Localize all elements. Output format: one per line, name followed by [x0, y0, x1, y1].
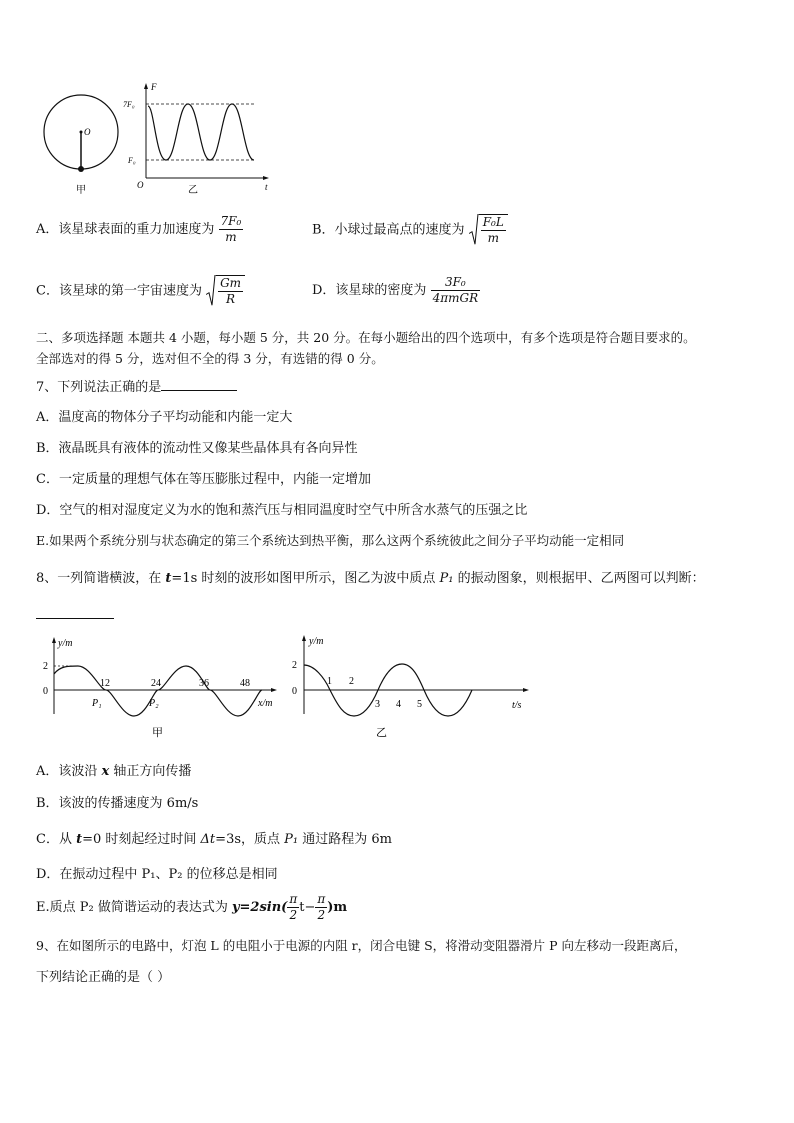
y-tick-2: 2 [43, 661, 48, 672]
q8-option-c-dt: Δt [200, 832, 216, 847]
y-axis-arrow [52, 637, 56, 643]
q8-option-c-text: =0 时刻起经过时间 [82, 832, 201, 847]
q8-option-e-formula: )m [327, 900, 348, 915]
x-axis-arrow [271, 688, 277, 692]
fraction-numerator: F₀L [482, 215, 504, 229]
fraction-numerator: π [317, 892, 326, 906]
q7-stem-text: 7、下列说法正确的是 [36, 380, 162, 395]
t-tick-2: 2 [349, 676, 354, 687]
f-axis-label: F [151, 82, 157, 92]
fraction-numerator: 7F₀ [220, 214, 242, 228]
t-label: t/s [512, 700, 522, 711]
sqrt-sign [206, 275, 245, 307]
t-tick-3: 3 [375, 699, 380, 710]
q8-option-e [36, 892, 347, 923]
origin-label: O [137, 180, 144, 190]
fraction-denominator: 4πmGR [432, 291, 479, 305]
sqrt-sign [469, 214, 508, 246]
q7-option-a: A．温度高的物体分子平均动能和内能一定大 [36, 410, 293, 425]
fraction-denominator: m [487, 231, 499, 245]
y-label: y/m [309, 636, 324, 647]
q6-option-c-fraction [218, 276, 243, 307]
fraction-numerator: 3F₀ [431, 275, 481, 291]
fraction-pi-over-2 [287, 892, 299, 923]
t-axis-arrow [263, 176, 269, 180]
zero-label: 0 [292, 686, 297, 697]
caption-jia: 甲 [76, 185, 86, 196]
q6-option-a-fraction [219, 214, 244, 245]
t-tick-5: 5 [417, 699, 422, 710]
q6-option-d [312, 275, 480, 306]
q8-stem-part: =1s 时刻的波形如图甲所示，图乙为波中质点 [171, 571, 440, 586]
caption-jia: 甲 [152, 727, 163, 739]
section-2-header-line2: 全部选对的得 5 分，选对但不全的得 3 分，有选错的得 0 分。 [36, 351, 384, 366]
q8-stem-p1: P₁ [439, 571, 454, 586]
q8-stem-part: 8、一列简谐横波，在 [36, 571, 166, 586]
q8-option-a-x: x [101, 764, 110, 779]
q6-option-c-text: C．该星球的第一宇宙速度为 [36, 283, 202, 299]
center-label: O [84, 127, 91, 137]
t-tick-1: 1 [327, 676, 332, 687]
q8-option-a-text: 轴正方向传播 [109, 764, 192, 779]
q9-stem-line1: 9、在如图所示的电路中，灯泡 L 的电阻小于电源的内阻 r，闭合电键 S，将滑动变阻器滑片 P 向左移动一段距离后， [36, 938, 687, 953]
q8-stem-part: 的振动图象，则根据甲、乙两图可以判断： [453, 571, 705, 586]
q8-option-c-text: =3s，质点 [215, 832, 285, 847]
q8-option-c [36, 828, 392, 847]
q7-option-b: B．液晶既具有液体的流动性又像某些晶体具有各向异性 [36, 441, 358, 456]
y-tick-2: 2 [292, 660, 297, 671]
fraction-numerator: π [289, 892, 298, 906]
q7-option-c: C．一定质量的理想气体在等压膨胀过程中，内能一定增加 [36, 472, 371, 487]
figure-circle-force [36, 80, 286, 200]
q8-option-d: D．在振动过程中 P₁、P₂ 的位移总是相同 [36, 867, 278, 882]
q8-option-a-text: A．该波沿 [36, 764, 102, 779]
answer-blank [36, 618, 114, 619]
y-axis-arrow [302, 635, 306, 641]
t-axis-label: t [265, 182, 268, 192]
fraction-pi-over-2 [315, 892, 327, 923]
fraction-denominator: 2 [289, 908, 298, 922]
q6-option-a [36, 214, 243, 245]
q6-option-b [312, 214, 508, 246]
x-tick-24: 24 [151, 678, 161, 689]
f-axis-arrow [144, 83, 148, 89]
q6-option-a-text: A．该星球表面的重力加速度为 [36, 222, 215, 237]
q6-option-c [36, 275, 245, 307]
q8-option-c-text: 通过路程为 6m [298, 832, 392, 847]
q7-option-e: E.如果两个系统分别与状态确定的第三个系统达到热平衡，那么这两个系统彼此之间分子平均动能一定相同 [36, 533, 625, 548]
caption-yi: 乙 [188, 185, 198, 196]
x-tick-48: 48 [240, 678, 250, 689]
fraction-denominator: R [226, 292, 236, 306]
wave-graph-jia [36, 634, 286, 746]
point-p1: P₁ [92, 698, 102, 709]
q6-option-b-fraction [481, 215, 506, 246]
x-tick-12: 12 [100, 678, 110, 689]
fraction-numerator: Gm [220, 276, 242, 290]
ball [78, 166, 84, 172]
q7-stem [36, 376, 237, 395]
caption-yi: 乙 [376, 727, 387, 739]
answer-blank [161, 378, 237, 391]
t-axis-arrow [523, 688, 529, 692]
q8-option-e-text: E.质点 P₂ 做简谐运动的表达式为 [36, 900, 232, 915]
q7-option-d: D．空气的相对湿度定义为水的饱和蒸汽压与相同温度时空气中所含水蒸气的压强之比 [36, 503, 528, 518]
y-label: y/m [58, 638, 73, 649]
q6-option-d-fraction [431, 275, 481, 306]
q6-option-b-text: B．小球过最高点的速度为 [312, 222, 465, 238]
q8-option-e-formula: y=2sin( [231, 900, 288, 915]
top-level-label: 7F₀ [123, 100, 135, 109]
x-tick-36: 36 [199, 678, 209, 689]
fraction-denominator: m [225, 230, 237, 244]
center-dot [80, 131, 83, 134]
x-label: x/m [258, 698, 273, 709]
q8-option-c-t: t [76, 832, 83, 847]
q9-stem-line2: 下列结论正确的是（ ） [36, 970, 171, 985]
q8-option-b: B．该波的传播速度为 6m/s [36, 796, 199, 811]
force-curve [148, 104, 254, 160]
section-2-header-line1: 二、多项选择题 本题共 4 小题，每小题 5 分，共 20 分。在每小题给出的四个选项中，有多个选项是符合题目要求的。 [36, 330, 696, 345]
vibration-graph-yi [288, 632, 538, 744]
q8-option-e-formula: t− [299, 900, 316, 915]
zero-label: 0 [43, 686, 48, 697]
bottom-level-label: F₀ [128, 156, 136, 165]
q8-stem-t: t [165, 571, 172, 586]
fraction-denominator: 2 [317, 908, 326, 922]
q8-stem [36, 567, 705, 586]
q8-option-c-p1: P₁ [284, 832, 299, 847]
q8-option-a [36, 760, 191, 779]
q8-option-c-text: C．从 [36, 832, 77, 847]
t-tick-4: 4 [396, 699, 401, 710]
point-p2: P₂ [149, 698, 159, 709]
q6-option-d-text: D．该星球的密度为 [312, 283, 427, 298]
